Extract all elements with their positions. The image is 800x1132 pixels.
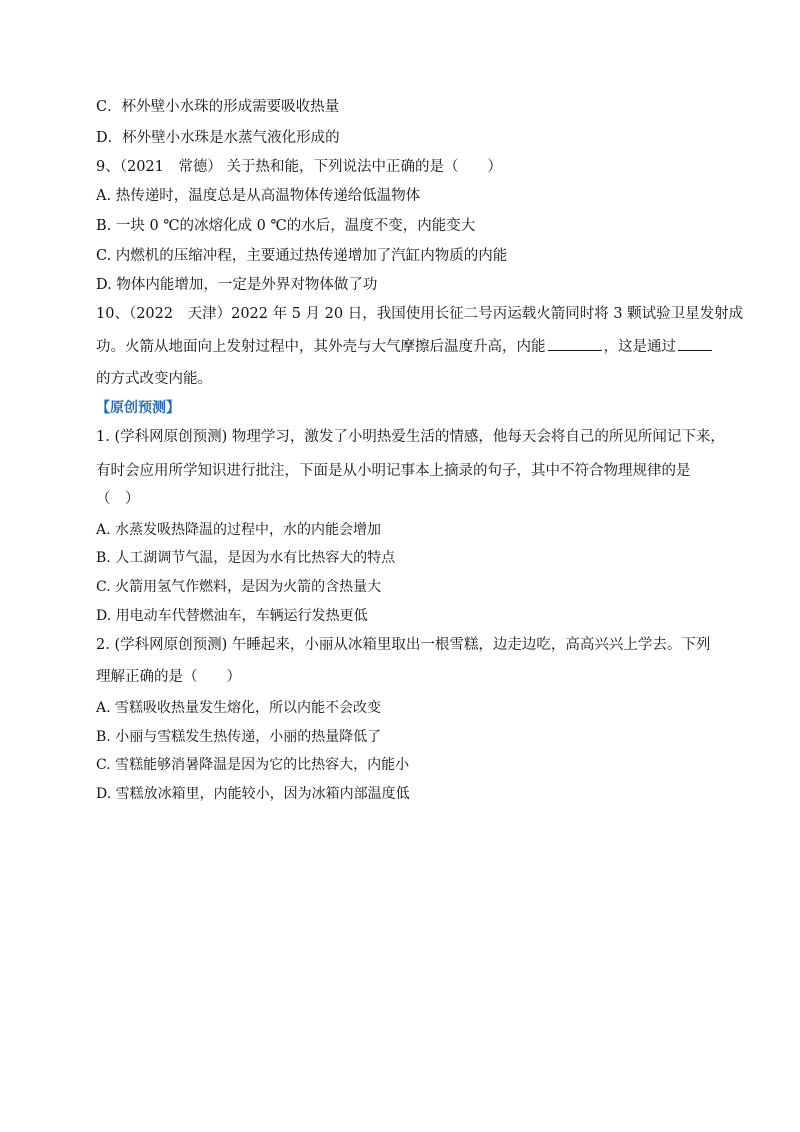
answer-blank-2 <box>678 338 712 351</box>
q9-option-c: C. 内燃机的压缩冲程，主要通过热传递增加了汽缸内物质的内能 <box>96 248 508 264</box>
p1-option-a: A. 水蒸发吸热降温的过程中，水的内能会增加 <box>96 522 382 538</box>
p1-option-d: D. 用电动车代替燃油车，车辆运行发热更低 <box>96 608 368 624</box>
q10-line2 <box>96 337 714 357</box>
q10-line2-text-b: ，这是通过 <box>603 339 676 355</box>
p2-option-d: D. 雪糕放冰箱里，内能较小，因为冰箱内部温度低 <box>96 786 410 802</box>
section-heading: 【原创预测】 <box>96 400 180 416</box>
answer-blank-1 <box>548 338 602 351</box>
p1-line1: 1. (学科网原创预测) 物理学习，激发了小明热爱生活的情感，他每天会将自己的所见所闻记下来， <box>96 429 725 445</box>
q9-option-a: A. 热传递时，温度总是从高温物体传递给低温物体 <box>96 188 421 204</box>
p2-line2: 理解正确的是（ ） <box>96 669 241 685</box>
p1-line2: 有时会应用所学知识进行批注，下面是从小明记事本上摘录的句子，其中不符合物理规律的是 <box>96 463 691 479</box>
p2-option-c: C. 雪糕能够消暑降温是因为它的比热容大，内能小 <box>96 757 410 773</box>
q10-line2-text-a: 功。火箭从地面向上发射过程中，其外壳与大气摩擦后温度升高，内能 <box>96 339 546 355</box>
q8-option-d: D．杯外壁小水珠是水蒸气液化形成的 <box>96 130 340 146</box>
q8-option-c: C．杯外壁小水珠的形成需要吸收热量 <box>96 99 340 115</box>
p2-option-a: A. 雪糕吸收热量发生熔化，所以内能不会改变 <box>96 700 382 716</box>
p1-option-b: B. 人工湖调节气温，是因为水有比热容大的特点 <box>96 550 396 566</box>
p2-option-b: B. 小丽与雪糕发生热传递，小丽的热量降低了 <box>96 729 382 745</box>
q10-line3: 的方式改变内能。 <box>96 371 212 387</box>
q9-option-b: B. 一块 0 ℃的冰熔化成 0 ℃的水后，温度不变，内能变大 <box>96 218 476 234</box>
q9-option-d: D. 物体内能增加，一定是外界对物体做了功 <box>96 277 378 293</box>
p1-line3: （ ） <box>96 491 140 507</box>
p1-option-c: C. 火箭用氢气作燃料，是因为火箭的含热量大 <box>96 579 382 595</box>
q9-stem: 9、（2021 常德） 关于热和能，下列说法中正确的是（ ） <box>96 159 502 175</box>
p2-line1: 2. (学科网原创预测) 午睡起来，小丽从冰箱里取出一根雪糕，边走边吃，高高兴兴上学去。下列 <box>96 637 711 653</box>
q10-line1: 10、（2022 天津）2022 年 5 月 20 日，我国使用长征二号丙运载火箭同时将 3 颗试验卫星发射成 <box>96 306 744 322</box>
